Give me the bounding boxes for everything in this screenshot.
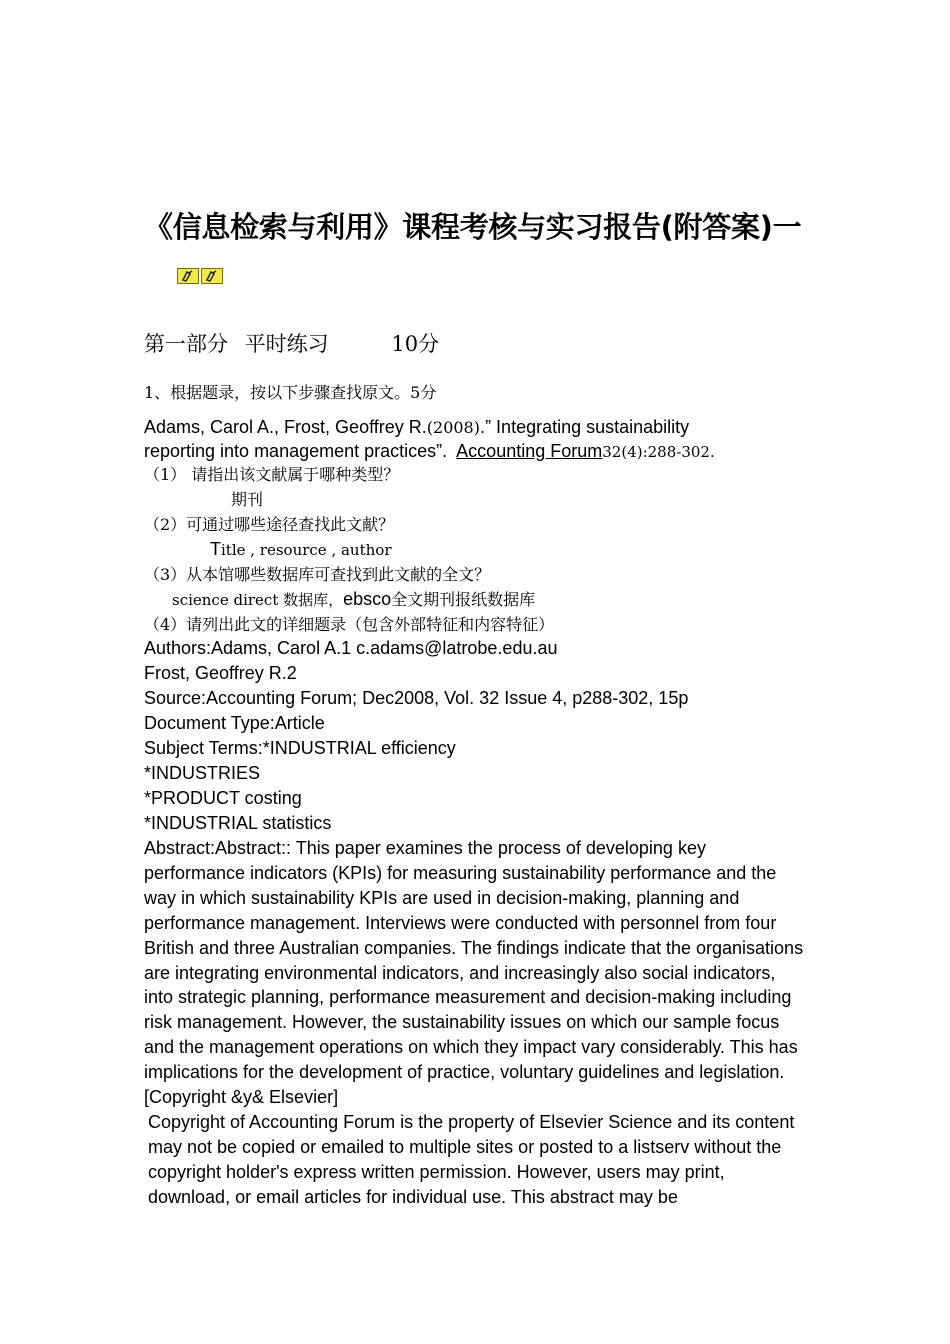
record-subject-3: *PRODUCT costing	[144, 788, 302, 808]
document-title: 《信息检索与利用》课程考核与实习报告(附答案)一	[144, 210, 802, 244]
part-label: 第一部分	[144, 332, 228, 356]
edit-icon[interactable]	[201, 268, 223, 284]
record-subject-2: *INDUSTRIES	[144, 763, 261, 783]
answer-3	[172, 587, 535, 613]
question-heading: 1、根据题录，按以下步骤查找原文。5分	[144, 383, 437, 402]
section-heading	[144, 328, 439, 358]
answer-2-lead: T	[210, 539, 221, 559]
answer-2	[210, 537, 392, 563]
citation-year: (2008).	[426, 418, 486, 437]
answer-3-ebsco: ebsco	[343, 589, 392, 609]
answer-1: 期刊	[231, 490, 264, 509]
answer-2-rest: itle , resource , author	[221, 541, 392, 559]
record-doc-type: Document Type:Article	[144, 713, 325, 733]
answer-3-db: science direct 数据库，	[172, 591, 344, 609]
record-subject-1: Subject Terms:*INDUSTRIAL efficiency	[144, 738, 456, 758]
citation-authors: Adams, Carol A., Frost, Geoffrey R.	[144, 417, 427, 437]
citation-title-end: reporting into management practices”.	[144, 441, 457, 461]
citation-line-1	[144, 415, 689, 440]
record-authors-1: Authors:Adams, Carol A.1 c.adams@latrobe.edu.au	[144, 638, 558, 658]
citation-volume: 32(4):288-302.	[602, 443, 715, 461]
edit-icons	[177, 268, 223, 284]
citation-title-start: ” Integrating sustainability	[485, 417, 690, 437]
record-abstract-block	[144, 836, 804, 1210]
answer-3-tail: 全文期刊报纸数据库	[391, 590, 536, 609]
record-source: Source:Accounting Forum; Dec2008, Vol. 32 Issue 4, p288-302, 15p	[144, 688, 689, 708]
sub-question-1: （1） 请指出该文献属于哪种类型？	[144, 465, 400, 484]
record-authors-2: Frost, Geoffrey R.2	[144, 663, 297, 683]
sub-question-2: （2）可通过哪些途径查找此文献？	[144, 515, 395, 534]
sub-question-3: （3）从本馆哪些数据库可查找到此文献的全文？	[144, 565, 491, 584]
sub-question-4: （4）请列出此文的详细题录（包含外部特征和内容特征）	[144, 615, 555, 634]
part-name: 平时练习	[244, 332, 329, 356]
record-copyright: Copyright of Accounting Forum is the property of Elsevier Science and its content may not be copied or emailed to multiple sites or posted to a listserv without the copyright holder's express written permission. However, users may print, download, or email articles for individual use. This abstract may be	[148, 1111, 795, 1207]
part-score: 10分	[391, 332, 440, 356]
record-abstract: Abstract:Abstract:: This paper examines the process of developing key performance indicators (KPIs) for measuring sustainability performance and the way in which sustainability KPIs are used in decision-making, planning and performance management. Interviews were conducted with personnel from four British and three Australian companies. The findings indicate that the organisations are integrating environmental indicators, and increasingly also social indicators, into strategic planning, performance measurement and decision-making including risk management. However, the sustainability issues on which our sample focus and the management operations on which they impact vary considerably. This has implications for the development of practice, voluntary guidelines and legislation. [Copyright &y& Elsevier]	[144, 838, 804, 1108]
journal-name[interactable]: Accounting Forum	[456, 441, 603, 461]
edit-icon[interactable]	[177, 268, 199, 284]
record-subject-4: *INDUSTRIAL statistics	[144, 813, 332, 833]
